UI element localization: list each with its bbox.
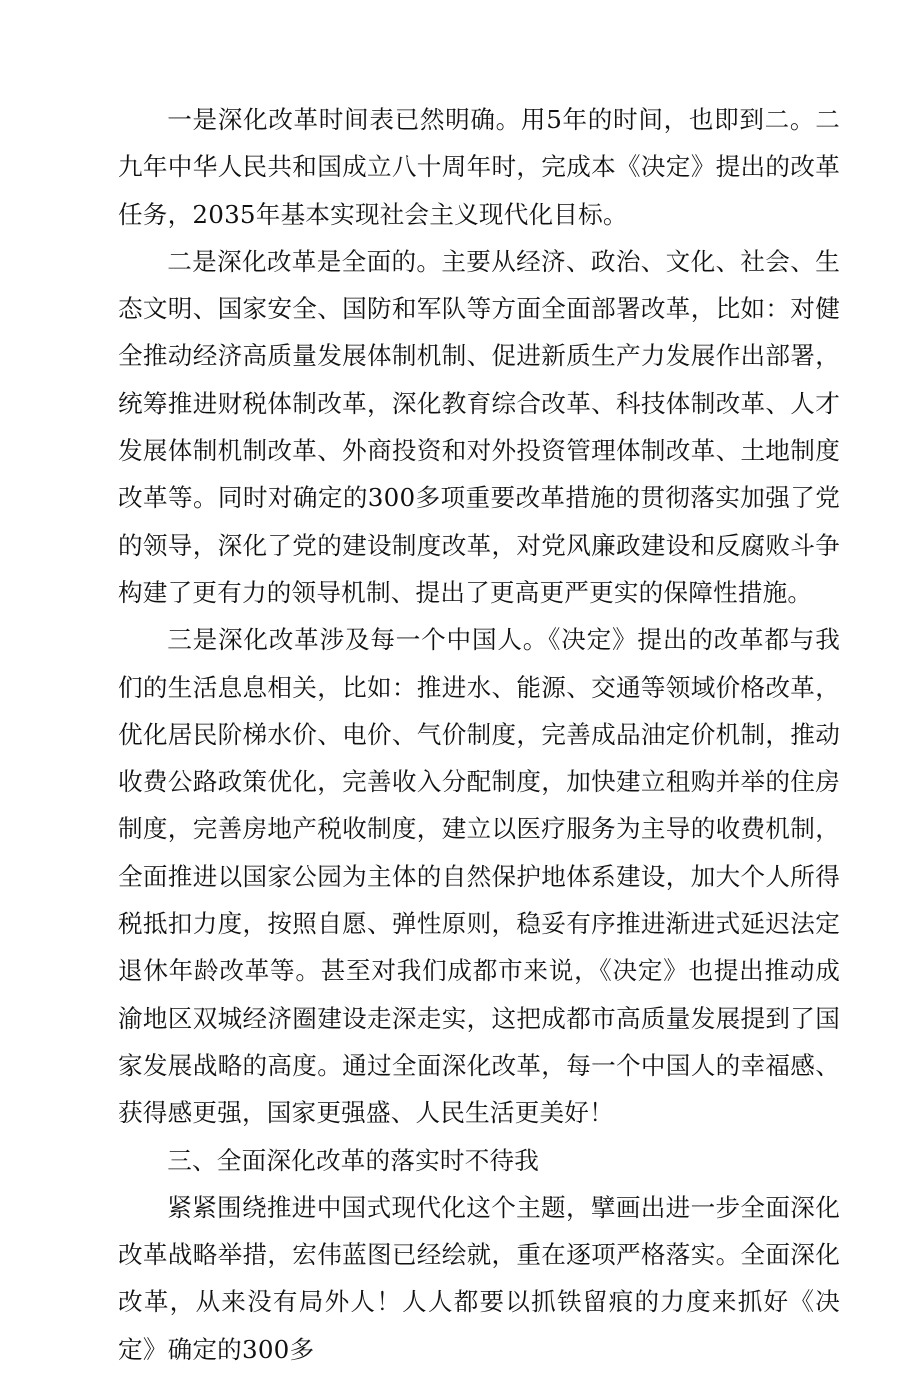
paragraph-comprehensive-reform: 二是深化改革是全面的。主要从经济、政治、文化、社会、生态文明、国家安全、国防和军队等方面全面部署改革，比如：对健全推动经济高质量发展体制机制、促进新质生产力发展作出部署，统筹推进财税体制改革，深化教育综合改革、科技体制改革、人才发展体制机制改革、外商投资和对外投资管理体制改革、土地制度改革等。同时对确定的300多项重要改革措施的贯彻落实加强了党的领导，深化了党的建设制度改革，对党风廉政建设和反腐败斗争构建了更有力的领导机制、提出了更高更严更实的保障性措施。 <box>118 246 840 607</box>
paragraph-timeline: 一是深化改革时间表已然明确。用5年的时间，也即到二。二九年中华人民共和国成立八十周年时，完成本《决定》提出的改革任务，2035年基本实现社会主义现代化目标。 <box>118 105 840 229</box>
paragraph-implementation: 紧紧围绕推进中国式现代化这个主题，擘画出进一步全面深化改革战略举措，宏伟蓝图已经绘就，重在逐项严格落实。全面深化改革，从来没有局外人！人人都要以抓铁留痕的力度来抓好《决定》确定的300多 <box>118 1192 840 1364</box>
document-body <box>118 96 840 1373</box>
section-heading: 三、全面深化改革的落实时不待我 <box>167 1145 540 1175</box>
paragraph-everyone-involved: 三是深化改革涉及每一个中国人。《决定》提出的改革都与我们的生活息息相关，比如：推进水、能源、交通等领域价格改革，优化居民阶梯水价、电价、气价制度，完善成品油定价机制，推动收费公路政策优化，完善收入分配制度，加快建立租购并举的住房制度，完善房地产税收制度，建立以医疗服务为主导的收费机制，全面推进以国家公园为主体的自然保护地体系建设，加大个人所得税抵扣力度，按照自愿、弹性原则，稳妥有序推进渐进式延迟法定退休年龄改革等。甚至对我们成都市来说，《决定》也提出推动成渝地区双城经济圈建设走深走实，这把成都市高质量发展提到了国家发展战略的高度。通过全面深化改革，每一个中国人的幸福感、获得感更强，国家更强盛、人民生活更美好！ <box>118 625 840 1128</box>
